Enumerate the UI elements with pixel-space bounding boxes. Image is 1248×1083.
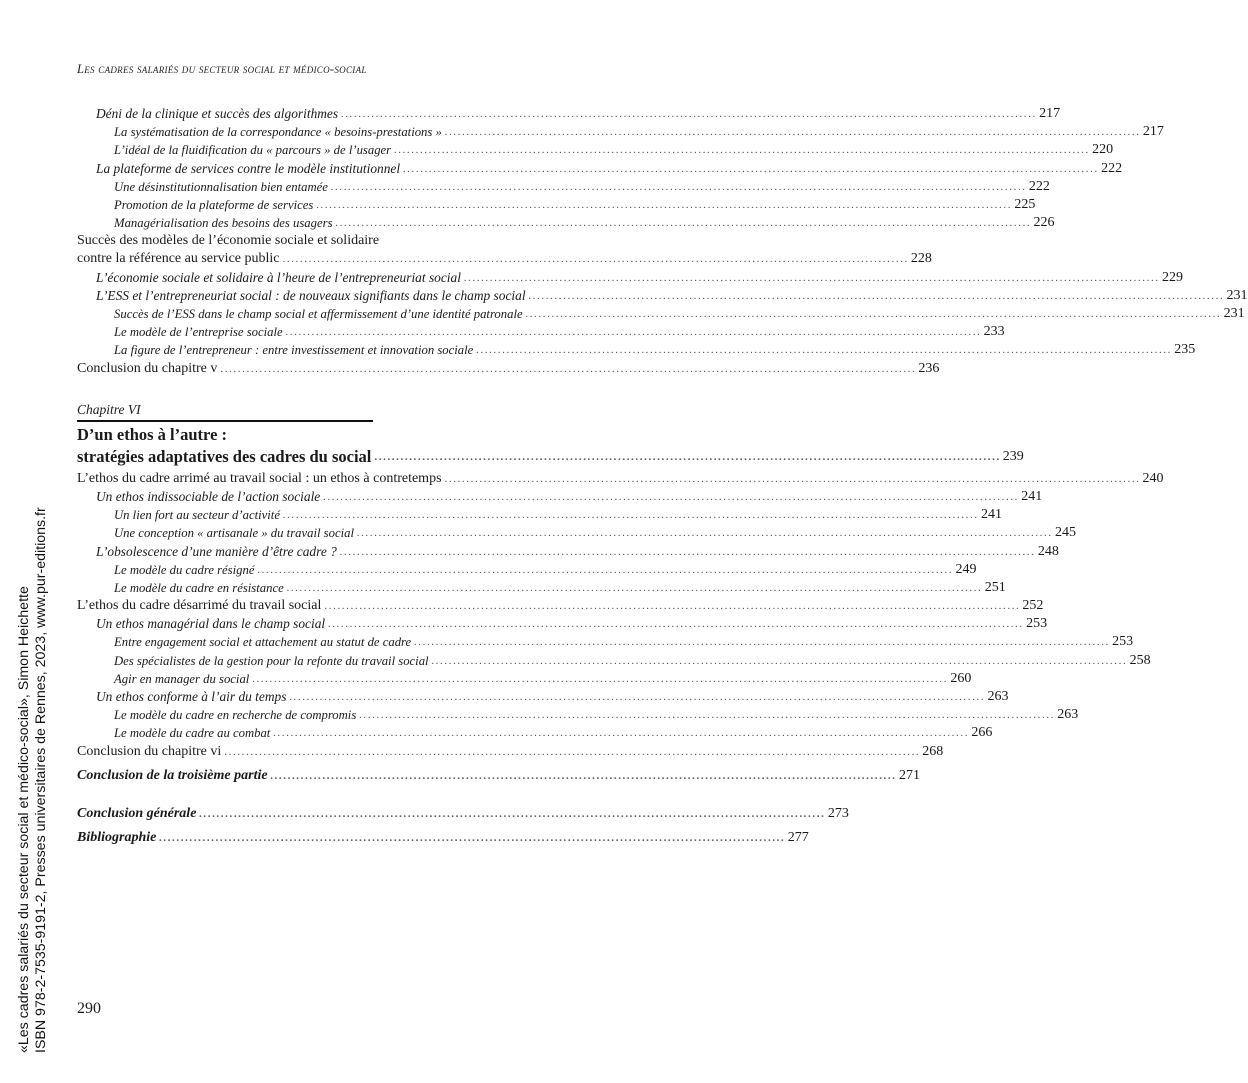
dot-leader: ................................................................................................................................................................ <box>257 563 954 576</box>
side-credit-line1: «Les cadres salariés du secteur social et médico-social», Simon Heichette <box>16 586 32 1053</box>
toc-entry[interactable] <box>77 543 1059 561</box>
toc-entry[interactable] <box>77 123 1164 141</box>
toc-entry[interactable] <box>77 634 1134 652</box>
toc-entry-title: Un ethos conforme à l’air du temps <box>96 689 287 705</box>
toc-entry-bibliography[interactable] <box>77 829 809 847</box>
toc-section-b <box>77 269 1248 378</box>
toc-entry[interactable] <box>77 597 1044 615</box>
toc-entry-title: Entre engagement social et attachement au statut de cadre <box>114 635 412 650</box>
toc-entry-title: Des spécialistes de la gestion pour la refonte du travail social <box>114 653 429 668</box>
toc-entry-page: 235 <box>1174 342 1196 358</box>
toc-entry-title: Un ethos indissociable de l’action sociale <box>96 488 321 504</box>
dot-leader: ................................................................................................................................................................ <box>330 180 1027 193</box>
toc-entry-title: Le modèle du cadre en recherche de compromis <box>114 708 357 723</box>
toc-entry-page: 217 <box>1142 124 1164 140</box>
toc-entry-page: 241 <box>1021 488 1043 504</box>
toc-entry[interactable] <box>77 196 1036 214</box>
toc-entry[interactable] <box>77 160 1123 178</box>
toc-entry-page: 249 <box>955 561 977 577</box>
toc-entry-page: 277 <box>787 830 809 846</box>
toc-entry-page: 260 <box>950 670 972 686</box>
toc-entry-title: L’ethos du cadre arrimé au travail social : un ethos à contretemps <box>77 470 442 486</box>
toc-entry-title: Conclusion générale <box>77 805 197 821</box>
toc-entry-page: 263 <box>987 689 1009 705</box>
dot-leader: ................................................................................................................................................................ <box>463 271 1160 284</box>
toc-entry-title: Conclusion de la troisième partie <box>77 767 268 783</box>
toc-entry[interactable] <box>77 470 1164 488</box>
toc-entry[interactable] <box>77 615 1048 633</box>
toc-entry-title: Déni de la clinique et succès des algorithmes <box>96 105 339 121</box>
toc-entry-page: 220 <box>1092 142 1114 158</box>
toc-entry-title: Agir en manager du social <box>114 671 250 686</box>
toc-entry-general-conclusion[interactable] <box>77 805 849 823</box>
toc-entry-title: Conclusion du chapitre vi <box>77 743 222 759</box>
dot-leader: ................................................................................................................................................................ <box>323 490 1020 503</box>
toc-entry-page: 240 <box>1142 470 1164 486</box>
chapter-rule <box>77 420 373 422</box>
toc-entry-title: Une conception « artisanale » du travail social <box>114 526 354 541</box>
toc-entry[interactable] <box>77 506 1002 524</box>
toc-entry-title: stratégies adaptatives des cadres du social <box>77 446 372 466</box>
dot-leader: ................................................................................................................................................................ <box>414 636 1111 649</box>
dot-leader: ................................................................................................................................................ <box>159 832 786 845</box>
dot-leader: ................................................................................................................................................................ <box>316 198 1013 211</box>
toc-entry-part-conclusion[interactable] <box>77 767 920 785</box>
dot-leader: ................................................................................................................................................................ <box>525 308 1222 321</box>
toc-entry-page: 236 <box>918 360 940 376</box>
toc-section-a <box>77 105 1164 232</box>
toc-entry-page: 222 <box>1101 160 1123 176</box>
toc-entry-page: 225 <box>1014 196 1036 212</box>
toc-entry[interactable] <box>77 360 940 378</box>
toc-entry[interactable] <box>77 287 1248 305</box>
toc-entry-page: 231 <box>1223 306 1245 322</box>
toc-entry-page: 229 <box>1161 269 1183 285</box>
toc-entry-title: contre la référence au service public <box>77 251 280 267</box>
dot-leader: ................................................................................................................................................ <box>282 253 909 266</box>
toc-entry[interactable] <box>77 561 977 579</box>
toc-entry[interactable] <box>77 524 1076 542</box>
toc-entry-page: 239 <box>1002 448 1024 464</box>
toc-entry-title: Bibliographie <box>77 830 157 846</box>
toc-entry[interactable] <box>77 214 1055 232</box>
dot-leader: ................................................................................................................................................................ <box>224 745 921 758</box>
toc-entry-title: Succès de l’ESS dans le champ social et affermissement d’une identité patronale <box>114 307 523 322</box>
side-credit <box>16 0 96 1053</box>
toc-entry-page: 252 <box>1022 598 1044 614</box>
toc-entry-page: 222 <box>1028 178 1050 194</box>
toc-entry-title: L’économie sociale et solidaire à l’heure de l’entrepreneuriat social <box>96 269 461 285</box>
dot-leader: ................................................................................................................................................................ <box>328 618 1025 631</box>
toc-entry-page: 273 <box>827 805 849 821</box>
dot-leader: ................................................................................................................................................................ <box>252 672 949 685</box>
dot-leader: ................................................................................................................................................................ <box>444 472 1141 485</box>
dot-leader: ................................................................................................................................................................ <box>359 709 1056 722</box>
toc-entry-title: L’ethos du cadre désarrimé du travail social <box>77 598 322 614</box>
toc-entry[interactable] <box>77 178 1050 196</box>
toc-entry-title: Un ethos managérial dans le champ social <box>96 616 326 632</box>
toc-entry-title: Conclusion du chapitre v <box>77 360 218 376</box>
dot-leader: ................................................................................................................................................................ <box>444 126 1141 139</box>
toc-entry-page: 231 <box>1226 287 1248 303</box>
toc-section-c <box>77 470 1164 761</box>
toc-entry-page: 251 <box>984 579 1006 595</box>
dot-leader: ................................................................................................................................................................ <box>289 691 986 704</box>
toc-entry-page: 217 <box>1039 105 1061 121</box>
toc-entry[interactable] <box>77 488 1043 506</box>
dot-leader: ................................................................................................................................................................ <box>220 362 917 375</box>
toc-entry[interactable] <box>77 670 972 688</box>
toc-entry-page: 271 <box>898 767 920 783</box>
toc-entry[interactable] <box>77 724 993 742</box>
dot-leader: ................................................................................................................................................................ <box>273 727 970 740</box>
dot-leader: ................................................................................................................................................................ <box>282 509 979 522</box>
dot-leader: ................................................................................................................................................................ <box>476 344 1173 357</box>
toc-entry-title: L’ESS et l’entrepreneuriat social : de nouveaux signifiants dans le champ social <box>96 287 526 303</box>
toc-entry-page: 263 <box>1057 707 1079 723</box>
toc-entry-ess[interactable] <box>77 251 932 269</box>
toc-entry[interactable] <box>77 706 1079 724</box>
toc-entry[interactable] <box>77 105 1061 123</box>
toc-entry-title: L’obsolescence d’une manière d’être cadre ? <box>96 543 337 559</box>
toc-entry[interactable] <box>77 688 1009 706</box>
toc-entry[interactable] <box>77 341 1196 359</box>
toc-entry-title: Managérialisation des besoins des usagers <box>114 216 333 231</box>
dot-leader: ................................................................................................................................................................ <box>431 654 1128 667</box>
toc-entry-title: La plateforme de services contre le modèle institutionnel <box>96 160 401 176</box>
side-credit-line2: ISBN 978-2-7535-9191-2, Presses universitaires de Rennes, 2023, www.pur-editions.fr <box>33 507 49 1053</box>
dot-leader: ................................................................................................................................................................ <box>339 545 1036 558</box>
page-number: 290 <box>77 1000 101 1017</box>
toc-entry-title: La systématisation de la correspondance « besoins-prestations » <box>114 125 442 140</box>
toc-entry-ess-line1[interactable]: Succès des modèles de l’économie sociale et solidaire <box>77 233 380 249</box>
dot-leader: ................................................................................................................................................ <box>199 807 826 820</box>
toc-entry-title: Un lien fort au secteur d’activité <box>114 508 280 523</box>
chapter-title-line2[interactable] <box>77 445 1024 466</box>
toc-entry-page: 228 <box>910 251 932 267</box>
dot-leader: ................................................................................................................................................ <box>374 450 1001 463</box>
toc-entry[interactable] <box>77 579 1006 597</box>
toc-entry-title: La figure de l’entrepreneur : entre investissement et innovation sociale <box>114 343 474 358</box>
dot-leader: ................................................................................................................................................................ <box>335 217 1032 230</box>
dot-leader: ................................................................................................................................................................ <box>394 144 1091 157</box>
dot-leader: ................................................................................................................................................................ <box>286 581 983 594</box>
toc-entry[interactable] <box>77 743 944 761</box>
toc-entry-page: 258 <box>1129 652 1151 668</box>
dot-leader: ................................................................................................................................................................ <box>341 107 1038 120</box>
dot-leader: ................................................................................................................................................................ <box>356 527 1053 540</box>
toc-entry-page: 233 <box>983 324 1005 340</box>
toc-entry-title: Le modèle du cadre au combat <box>114 726 271 741</box>
toc-entry-page: 241 <box>980 507 1002 523</box>
running-header: Les cadres salariés du secteur social et médico-social <box>77 62 367 76</box>
toc-entry-title: Promotion de la plateforme de services <box>114 197 314 212</box>
toc-entry-title: Le modèle du cadre résigné <box>114 562 255 577</box>
table-of-contents <box>77 105 1248 847</box>
toc-entry-page: 226 <box>1033 215 1055 231</box>
toc-entry-page: 253 <box>1112 634 1134 650</box>
dot-leader: ................................................................................................................................................................ <box>324 600 1021 613</box>
dot-leader: ................................................................................................................................................................ <box>528 289 1225 302</box>
toc-entry[interactable] <box>77 269 1183 287</box>
dot-leader: ................................................................................................................................................................ <box>285 326 982 339</box>
dot-leader: ................................................................................................................................................................ <box>403 162 1100 175</box>
toc-entry-title: Une désinstitutionnalisation bien entamée <box>114 179 328 194</box>
toc-entry-title: L’idéal de la fluidification du « parcours » de l’usager <box>114 143 392 158</box>
toc-entry[interactable] <box>77 652 1151 670</box>
toc-entry-page: 266 <box>971 725 993 741</box>
toc-entry-page: 245 <box>1054 525 1076 541</box>
toc-entry-title: Le modèle de l’entreprise sociale <box>114 325 283 340</box>
chapter-label: Chapitre VI <box>77 401 141 417</box>
toc-entry[interactable] <box>77 323 1005 341</box>
toc-entry-page: 253 <box>1026 616 1048 632</box>
toc-entry-page: 248 <box>1037 543 1059 559</box>
dot-leader: ................................................................................................................................................ <box>270 769 897 782</box>
toc-entry[interactable] <box>77 305 1245 323</box>
chapter-title-line1[interactable]: D’un ethos à l’autre : <box>77 424 228 444</box>
toc-entry-title: Le modèle du cadre en résistance <box>114 580 284 595</box>
toc-entry[interactable] <box>77 141 1114 159</box>
toc-entry-page: 268 <box>922 743 944 759</box>
